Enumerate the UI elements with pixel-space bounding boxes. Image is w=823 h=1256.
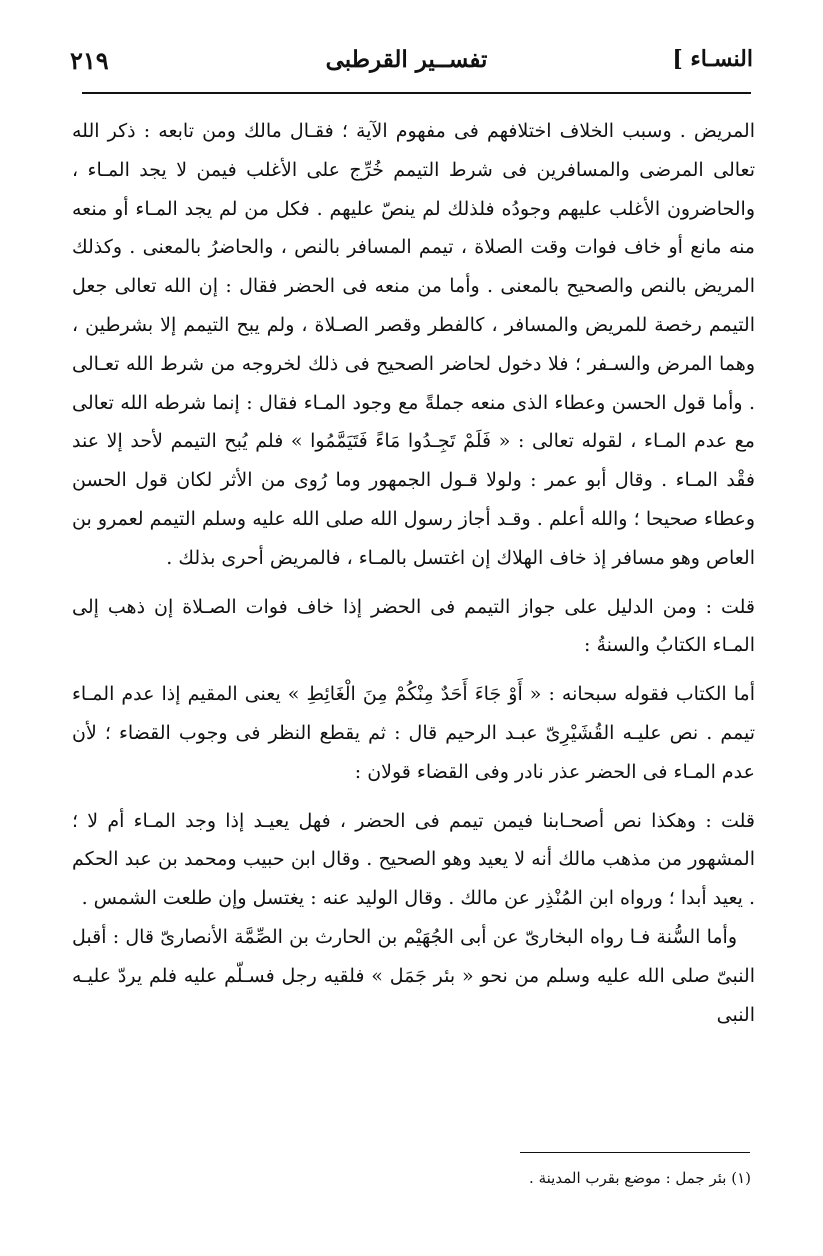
paragraph-5: وأما السُّنة فـا رواه البخارىّ عن أبى الجُهَيْم بن الحارث بن الصِّمَّة الأنصارىّ قال : أقبل النبىّ صلى الله عليه وسلم من نحو « بئر جَمَل » فلقيه رجل فسـلّم عليه فلم يردّ عليـه النبى — [72, 925, 755, 1026]
chapter-title: النسـاء ] — [672, 46, 753, 72]
paragraph-1: المريض . وسبب الخلاف اختلافهم فى مفهوم الآية ؛ فقـال مالك ومن تابعه : ذكر الله تعالى المرضى والمسافرين فى شرط التيمم خُرِّج على الأغلب فيمن لا يجد المـاء ، والحاضرون الأغلب عليهم وجودُه فلذلك لم ينصّ عليهم . فكل من لم يجد المـاء أو منعه منه مانع أو خاف فوات وقت الصلاة ، تيمم المسافر بالنص ، والحاضرُ بالمعنى . وكذلك المريض بالنص والصحيح بالمعنى . وأما من منعه فى الحضر فقال : إن الله تعالى جعل التيمم رخصة للمريض والمسافر ، كالفطر وقصر الصـلاة ، ولم يبح التيمم إلا بشرطين ، وهما المرض والسـفر ؛ فلا دخول لحاضر الصحيح فى ذلك لخروجه من شرط الله تعـالى . وأما قول الحسن وعطاء الذى منعه جملةً مع وجود المـاء فقال : إنما شرطه الله تعالى مع عدم المـاء ، لقوله تعالى : « فَلَمْ تَجِـدُوا مَاءً فَتَيَمَّمُوا » فلم يُبح التيمم لأحد إلا عند فقْد المـاء . وقال أبو عمر : ولولا قـول الجمهور وما رُوى من الأثر لكان قول الحسن وعطاء صحيحا ؛ والله أعلم . وقـد أجاز رسول الله صلى الله عليه وسلم التيمم لعمرو بن العاص وهو مسافر إذ خاف الهلاك إن اغتسل بالمـاء ، فالمريض أحرى بذلك . — [72, 120, 755, 569]
running-header — [60, 40, 753, 84]
header-rule — [82, 92, 751, 94]
footnote: (١) بئر جمل : موضع بقرب المدينة . — [529, 1169, 751, 1187]
footnote-rule — [520, 1152, 750, 1153]
book-title: تفســير القرطبى — [325, 46, 488, 73]
paragraph-3: أما الكتاب فقوله سبحانه : « أَوْ جَاءَ أَحَدٌ مِنْكُمْ مِنَ الْغَائِطِ » يعنى المقيم إذا عدم المـاء تيمم . نص عليـه القُشَيْرِىّ عبـد الرحيم قال : ثم يقطع النظر فى وجوب القضاء ؛ لأن عدم المـاء فى الحضر عذر نادر وفى القضاء قولان : — [72, 683, 755, 783]
page-number: ٢١٩ — [70, 46, 109, 75]
paragraph-2: قلت : ومن الدليل على جواز التيمم فى الحضر إذا خاف فوات الصـلاة إن ذهب إلى المـاء الكتابُ والسنةُ : — [72, 595, 755, 657]
paragraph-4: قلت : وهكذا نص أصحـابنا فيمن تيمم فى الحضر ، فهل يعيـد إذا وجد المـاء أم لا ؛ المشهور من مذهب مالك أنه لا يعيد وهو الصحيح . وقال ابن حبيب ومحمد بن عبد الحكم . يعيد أبدا ؛ ورواه ابن المُنْذِر عن مالك . وقال الوليد عنه : يغتسل وإن طلعت الشمس . — [72, 809, 755, 910]
main-text — [72, 112, 755, 1034]
